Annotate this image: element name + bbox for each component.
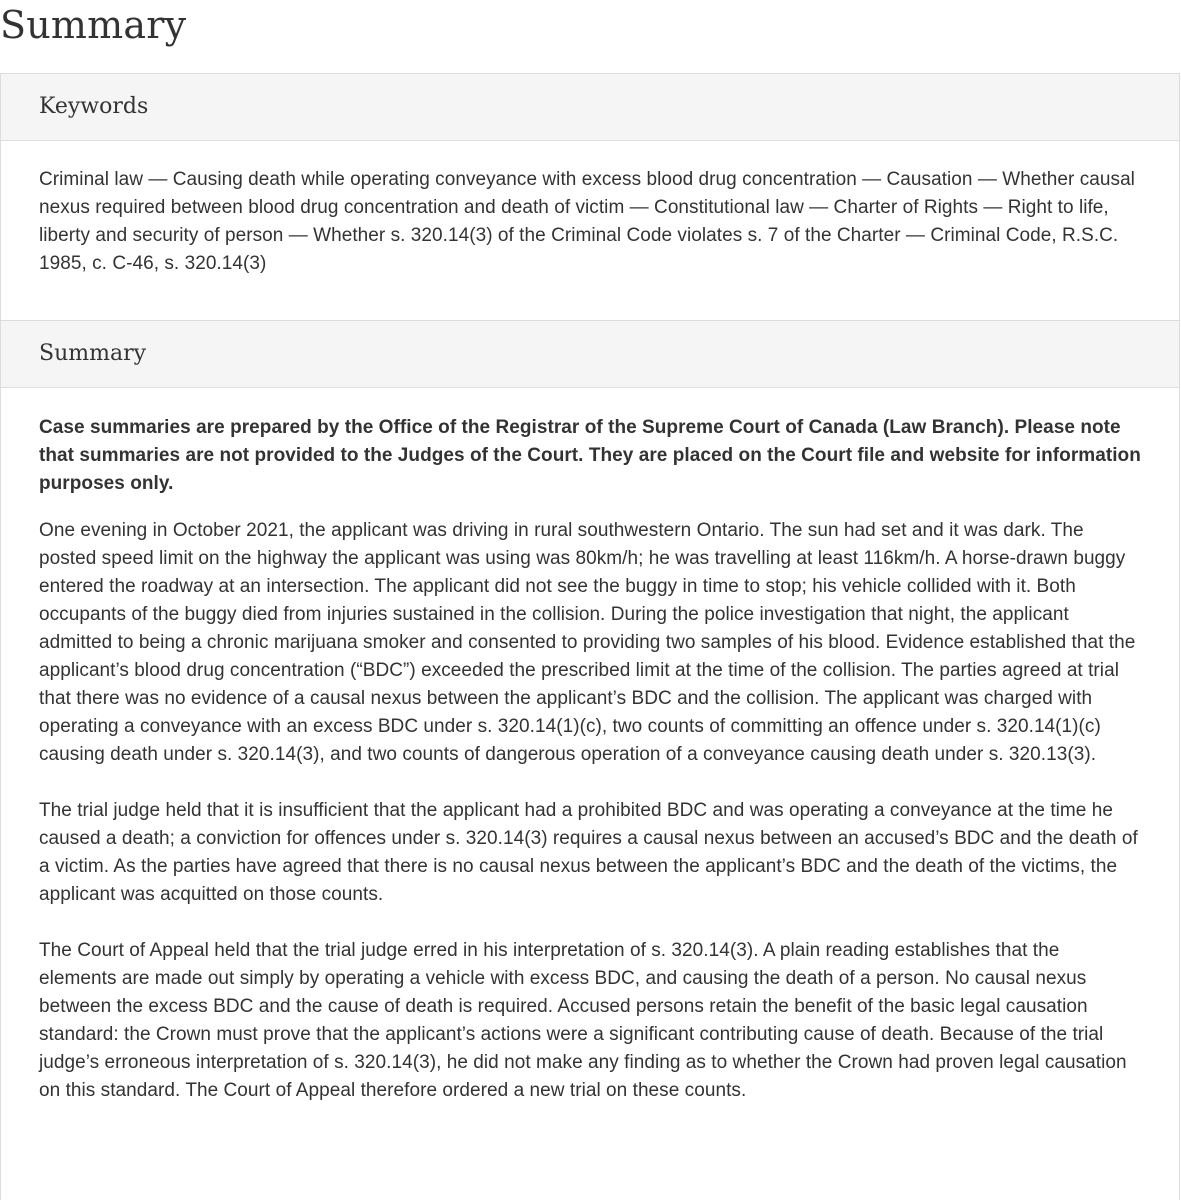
- summary-paragraph: One evening in October 2021, the applicant was driving in rural southwestern Ontario. The sun had set and it was dark. The posted speed limit on the highway the applicant was using was 80km/h; he was travelling at least 116km/h. A horse-drawn buggy entered the roadway at an intersection. The applicant did not see the buggy in time to stop; his vehicle collided with it. Both occupants of the buggy died from injuries sustained in the collision. During the police investigation that night, the applicant admitted to being a chronic marijuana smoker and consented to providing two samples of his blood. Evidence established that the applicant’s blood drug concentration (“BDC”) exceeded the prescribed limit at the time of the collision. The parties agreed at trial that there was no evidence of a causal nexus between the applicant’s BDC and the collision. The applicant was charged with operating a conveyance with an excess BDC under s. 320.14(1)(c), two counts of committing an offence under s. 320.14(1)(c) causing death under s. 320.14(3), and two counts of dangerous operation of a conveyance causing death under s. 320.13(3).: [39, 520, 1136, 765]
- keywords-text: Criminal law — Causing death while operating conveyance with excess blood drug concentration — Causation — Whether causal nexus required between blood drug concentration and death of victim — Constitutional law — Charter of Rights — Right to life, liberty and security of person — Whether s. 320.14(3) of the Criminal Code violates s. 7 of the Charter — Criminal Code, R.S.C. 1985, c. C-46, s. 320.14(3): [39, 169, 1135, 274]
- keywords-panel-body: [1, 141, 1179, 278]
- keywords-heading: Keywords: [39, 94, 149, 119]
- summary-panel-heading: [1, 320, 1179, 388]
- page-title: Summary: [0, 3, 187, 47]
- summary-disclaimer: Case summaries are prepared by the Office of the Registrar of the Supreme Court of Canada (Law Branch). Please note that summaries are not provided to the Judges of the Court. They are placed on the Court file and website for information purposes only.: [39, 417, 1141, 494]
- summary-panel: [0, 320, 1180, 1200]
- keywords-panel: [0, 73, 1180, 321]
- summary-paragraph: The Court of Appeal held that the trial judge erred in his interpretation of s. 320.14(3). A plain reading establishes that the elements are made out simply by operating a vehicle with excess BDC, and causing the death of a person. No causal nexus between the excess BDC and the cause of death is required. Accused persons retain the benefit of the basic legal causation standard: the Crown must prove that the applicant’s actions were a significant contributing cause of death. Because of the trial judge’s erroneous interpretation of s. 320.14(3), he did not make any finding as to whether the Crown had proven legal causation on this standard. The Court of Appeal therefore ordered a new trial on these counts.: [39, 940, 1127, 1101]
- summary-panel-body: [1, 388, 1179, 1105]
- summary-heading: Summary: [39, 341, 147, 366]
- keywords-panel-heading: [1, 73, 1179, 141]
- summary-paragraph: The trial judge held that it is insufficient that the applicant had a prohibited BDC and was operating a conveyance at the time he caused a death; a conviction for offences under s. 320.14(3) requires a causal nexus between an accused’s BDC and the death of a victim. As the parties have agreed that there is no causal nexus between the applicant’s BDC and the death of the victims, the applicant was acquitted on those counts.: [39, 800, 1138, 905]
